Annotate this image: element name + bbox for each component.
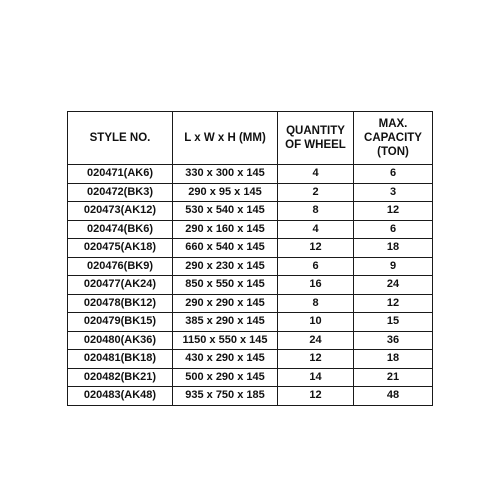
cell-capacity: 36 xyxy=(354,331,433,350)
cell-style-no: 020473(AK12) xyxy=(68,202,173,221)
table-row xyxy=(68,239,433,258)
cell-style-no: 020472(BK3) xyxy=(68,183,173,202)
header-style-no: STYLE NO. xyxy=(68,112,173,165)
cell-style-no: 020483(AK48) xyxy=(68,387,173,406)
cell-capacity: 18 xyxy=(354,239,433,258)
cell-quantity: 16 xyxy=(278,276,354,295)
cell-quantity: 2 xyxy=(278,183,354,202)
cell-quantity: 24 xyxy=(278,331,354,350)
cell-quantity: 12 xyxy=(278,350,354,369)
cell-dimensions: 290 x 230 x 145 xyxy=(173,257,278,276)
cell-dimensions: 290 x 160 x 145 xyxy=(173,220,278,239)
cell-quantity: 4 xyxy=(278,165,354,184)
header-dimensions: L x W x H (MM) xyxy=(173,112,278,165)
cell-quantity: 8 xyxy=(278,202,354,221)
table-row xyxy=(68,257,433,276)
cell-style-no: 020471(AK6) xyxy=(68,165,173,184)
cell-capacity: 6 xyxy=(354,165,433,184)
cell-quantity: 8 xyxy=(278,294,354,313)
table-row xyxy=(68,313,433,332)
table-row xyxy=(68,294,433,313)
cell-style-no: 020481(BK18) xyxy=(68,350,173,369)
cell-dimensions: 935 x 750 x 185 xyxy=(173,387,278,406)
table-row xyxy=(68,387,433,406)
cell-dimensions: 1150 x 550 x 145 xyxy=(173,331,278,350)
cell-dimensions: 330 x 300 x 145 xyxy=(173,165,278,184)
cell-style-no: 020480(AK36) xyxy=(68,331,173,350)
cell-capacity: 48 xyxy=(354,387,433,406)
cell-quantity: 6 xyxy=(278,257,354,276)
header-row xyxy=(68,112,433,165)
cell-style-no: 020482(BK21) xyxy=(68,368,173,387)
cell-capacity: 12 xyxy=(354,202,433,221)
cell-quantity: 12 xyxy=(278,239,354,258)
table-row xyxy=(68,165,433,184)
table-row xyxy=(68,350,433,369)
table-row xyxy=(68,202,433,221)
spec-table xyxy=(67,111,433,406)
cell-quantity: 10 xyxy=(278,313,354,332)
table-row xyxy=(68,276,433,295)
cell-dimensions: 385 x 290 x 145 xyxy=(173,313,278,332)
cell-dimensions: 660 x 540 x 145 xyxy=(173,239,278,258)
cell-capacity: 9 xyxy=(354,257,433,276)
cell-capacity: 3 xyxy=(354,183,433,202)
cell-style-no: 020476(BK9) xyxy=(68,257,173,276)
cell-dimensions: 290 x 95 x 145 xyxy=(173,183,278,202)
cell-style-no: 020477(AK24) xyxy=(68,276,173,295)
cell-style-no: 020479(BK15) xyxy=(68,313,173,332)
table-row xyxy=(68,183,433,202)
cell-dimensions: 290 x 290 x 145 xyxy=(173,294,278,313)
cell-capacity: 24 xyxy=(354,276,433,295)
table-row xyxy=(68,331,433,350)
cell-dimensions: 850 x 550 x 145 xyxy=(173,276,278,295)
cell-quantity: 4 xyxy=(278,220,354,239)
cell-capacity: 18 xyxy=(354,350,433,369)
cell-dimensions: 430 x 290 x 145 xyxy=(173,350,278,369)
cell-capacity: 15 xyxy=(354,313,433,332)
cell-dimensions: 530 x 540 x 145 xyxy=(173,202,278,221)
cell-quantity: 12 xyxy=(278,387,354,406)
cell-capacity: 21 xyxy=(354,368,433,387)
header-quantity-of-wheel: QUANTITY OF WHEEL xyxy=(278,112,354,165)
cell-dimensions: 500 x 290 x 145 xyxy=(173,368,278,387)
cell-style-no: 020475(AK18) xyxy=(68,239,173,258)
table-row xyxy=(68,220,433,239)
cell-style-no: 020478(BK12) xyxy=(68,294,173,313)
table-row xyxy=(68,368,433,387)
cell-quantity: 14 xyxy=(278,368,354,387)
cell-capacity: 6 xyxy=(354,220,433,239)
cell-capacity: 12 xyxy=(354,294,433,313)
cell-style-no: 020474(BK6) xyxy=(68,220,173,239)
header-max-capacity: MAX. CAPACITY (TON) xyxy=(354,112,433,165)
